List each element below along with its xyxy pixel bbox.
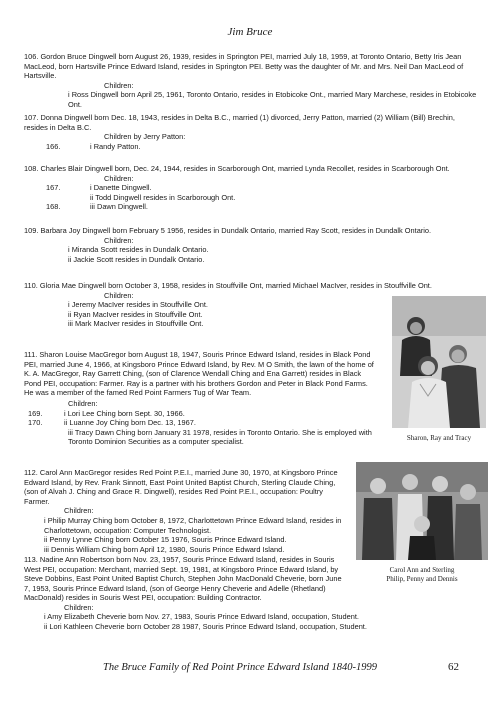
family-photo-sharon-ray-tracy xyxy=(392,296,486,428)
entry-111 xyxy=(24,350,376,447)
family-photo-carol-ann-sterling xyxy=(356,462,488,560)
entry-intro: 107. Donna Dingwell born Dec. 18, 1943, resides in Delta B.C., married (1) divorced, Jerry Patton, married (2) William (Bill) Brechin, resides in Delta B.C. xyxy=(24,113,455,132)
child-item: 166. i Randy Patton. xyxy=(46,141,141,151)
child-item: i Amy Elizabeth Cheverie born Nov. 27, 1983, Souris Prince Edward Island, occupation, Student. xyxy=(44,612,359,621)
children-heading: Children: xyxy=(64,506,94,516)
child-item: ii Penny Lynne Ching born October 15 1976, Souris Prince Edward Island. xyxy=(44,535,287,545)
entry-intro: 108. Charles Blair Dingwell born, Dec. 24, 1944, resides in Scarborough Ont, married Lynda Recollet, resides in Scarborough Ont. xyxy=(24,164,450,173)
child-item: 168. iii Dawn Dingwell. xyxy=(46,202,148,212)
entry-106 xyxy=(24,52,480,110)
entry-intro: 113. Nadine Ann Robertson born Nov. 23, 1957, Souris Prince Edward Island, resides in Souris West PEI, occupation: Merchant, married Sept. 19, 1981, at Kingsboro Prince Edward Island, by Steve Dobbins, East Point United Baptist Church, Stephen John MacDonald Cheverie, born June 7, 1953, Souris Prince Edward Island, (son of George Henry Cheverie and Adelle (Rhetland) MacDonald) resides in Souris West PEI, occupation: Building Contractor. xyxy=(24,555,342,603)
photo-caption: Sharon, Ray and Tracy xyxy=(406,434,472,442)
entry-107 xyxy=(24,113,480,151)
child-number: 169. xyxy=(28,408,43,418)
children-heading: Children by Jerry Patton: xyxy=(104,132,186,142)
child-item: 169. i Lori Lee Ching born Sept. 30, 1966. xyxy=(24,409,376,419)
page-number: 62 xyxy=(448,661,459,673)
entry-intro: 110. Gloria Mae Dingwell born October 3, 1958, resides in Stouffville Ont, married Michael MacIver, resides in Stouffville Ont. xyxy=(24,281,432,290)
child-item: iii Mark MacIver resides in Stouffville Ont. xyxy=(68,319,204,329)
child-item: 167. i Danette Dingwell. xyxy=(46,183,152,193)
child-item: ii Todd Dingwell resides in Scarborough Ont. xyxy=(90,192,236,202)
children-heading: Children: xyxy=(104,290,134,300)
child-item: 170. ii Luanne Joy Ching born Dec. 13, 1967. xyxy=(24,418,376,428)
children-heading: Children: xyxy=(68,398,98,408)
page-header: Jim Bruce xyxy=(227,26,273,38)
entry-intro: 112. Carol Ann MacGregor resides Red Point P.E.I., married June 30, 1970, at Kingsboro Prince Edward Island, by Rev. Frank Sinnott, East Point United Baptist Church, Sterling Claude Ching, (son of Alvah J. Ching and Grace R. Dingwell), resides Red Point P.E.I., occupation: Poultry Farmer. xyxy=(24,468,338,506)
entry-113-children xyxy=(24,612,480,631)
photo-caption-line-2: Philip, Penny and Dennis xyxy=(386,575,458,583)
photo-caption-line-1: Carol Ann and Sterling xyxy=(389,566,455,574)
child-number: 170. xyxy=(28,418,43,428)
photo-image xyxy=(392,296,486,428)
child-number: 166. xyxy=(46,141,61,151)
child-item: i Miranda Scott resides in Dundalk Ontario. xyxy=(68,245,209,255)
child-item: i Philip Murray Ching born October 8, 1972, Charlottetown Prince Edward Island, resides in Charlottetown, occupation: Computer Technologist. xyxy=(44,515,342,535)
photo-image xyxy=(356,462,488,560)
child-item: i Ross Dingwell born April 25, 1961, Toronto Ontario, resides in Etobicoke Ont., married Mary Marchese, resides in Etobicoke Ont. xyxy=(68,90,477,109)
child-item: ii Ryan MacIver resides in Stouffville Ont. xyxy=(68,309,203,319)
child-item: iii Tracy Dawn Ching born January 31 1978, resides in Toronto Ontario. She is employed with Toronto Dominion Securities as a computer specialist. xyxy=(68,427,372,447)
children-heading: Children: xyxy=(104,173,134,183)
child-number: 167. xyxy=(46,183,61,193)
entry-113 xyxy=(24,555,344,613)
page-footer-title: The Bruce Family of Red Point Prince Edward Island 1840-1999 xyxy=(102,662,378,673)
child-item: i Jeremy MacIver resides in Stouffville Ont. xyxy=(68,300,208,310)
child-item: ii Lori Kathleen Cheverie born October 28 1987, Souris Prince Edward Island, occupation, Student. xyxy=(44,621,367,631)
entry-109 xyxy=(24,226,480,264)
child-item: ii Jackie Scott resides in Dundalk Ontario. xyxy=(68,254,205,264)
child-item: iii Dennis William Ching born April 12, 1980, Souris Prince Edward Island. xyxy=(44,544,285,554)
entry-intro: 111. Sharon Louise MacGregor born August 18, 1947, Souris Prince Edward Island, resides in Black Pond PEI, married June 4, 1966, at Kingsboro Prince Edward Island, by Rev. M O Smith, the lawn of the home of K. A. MacGregor, Ray Garrett Ching, (son of Clarence Wendall Ching and Ena Garrett) resides in Black Pond PEI, occupation: Farmer. Ray is a partner with his brothers Gordon and Peter in Black Pond Farms. He was a member of the famed Red Point Farmers Tug of War Team. xyxy=(24,350,374,398)
children-heading: Children: xyxy=(104,80,134,90)
entry-intro: 106. Gordon Bruce Dingwell born August 26, 1939, resides in Springton PEI, married July 18, 1959, at Toronto Ontario, Betty Iris Jean MacLeod, born Hartsville Prince Edward Island, resides in Springton PEI. Betty was the daughter of Mr. and Mrs. Neil Dan MacLeod of Hartsville. xyxy=(24,52,464,81)
children-heading: Children: xyxy=(104,235,134,245)
children-heading: Children: xyxy=(64,602,94,612)
entry-intro: 109. Barbara Joy Dingwell born February 5 1956, resides in Dundalk Ontario, married Ray Scott, resides in Dundalk Ontario. xyxy=(24,226,432,235)
entry-108 xyxy=(24,164,480,212)
child-number: 168. xyxy=(46,202,61,212)
entry-112 xyxy=(24,468,344,554)
